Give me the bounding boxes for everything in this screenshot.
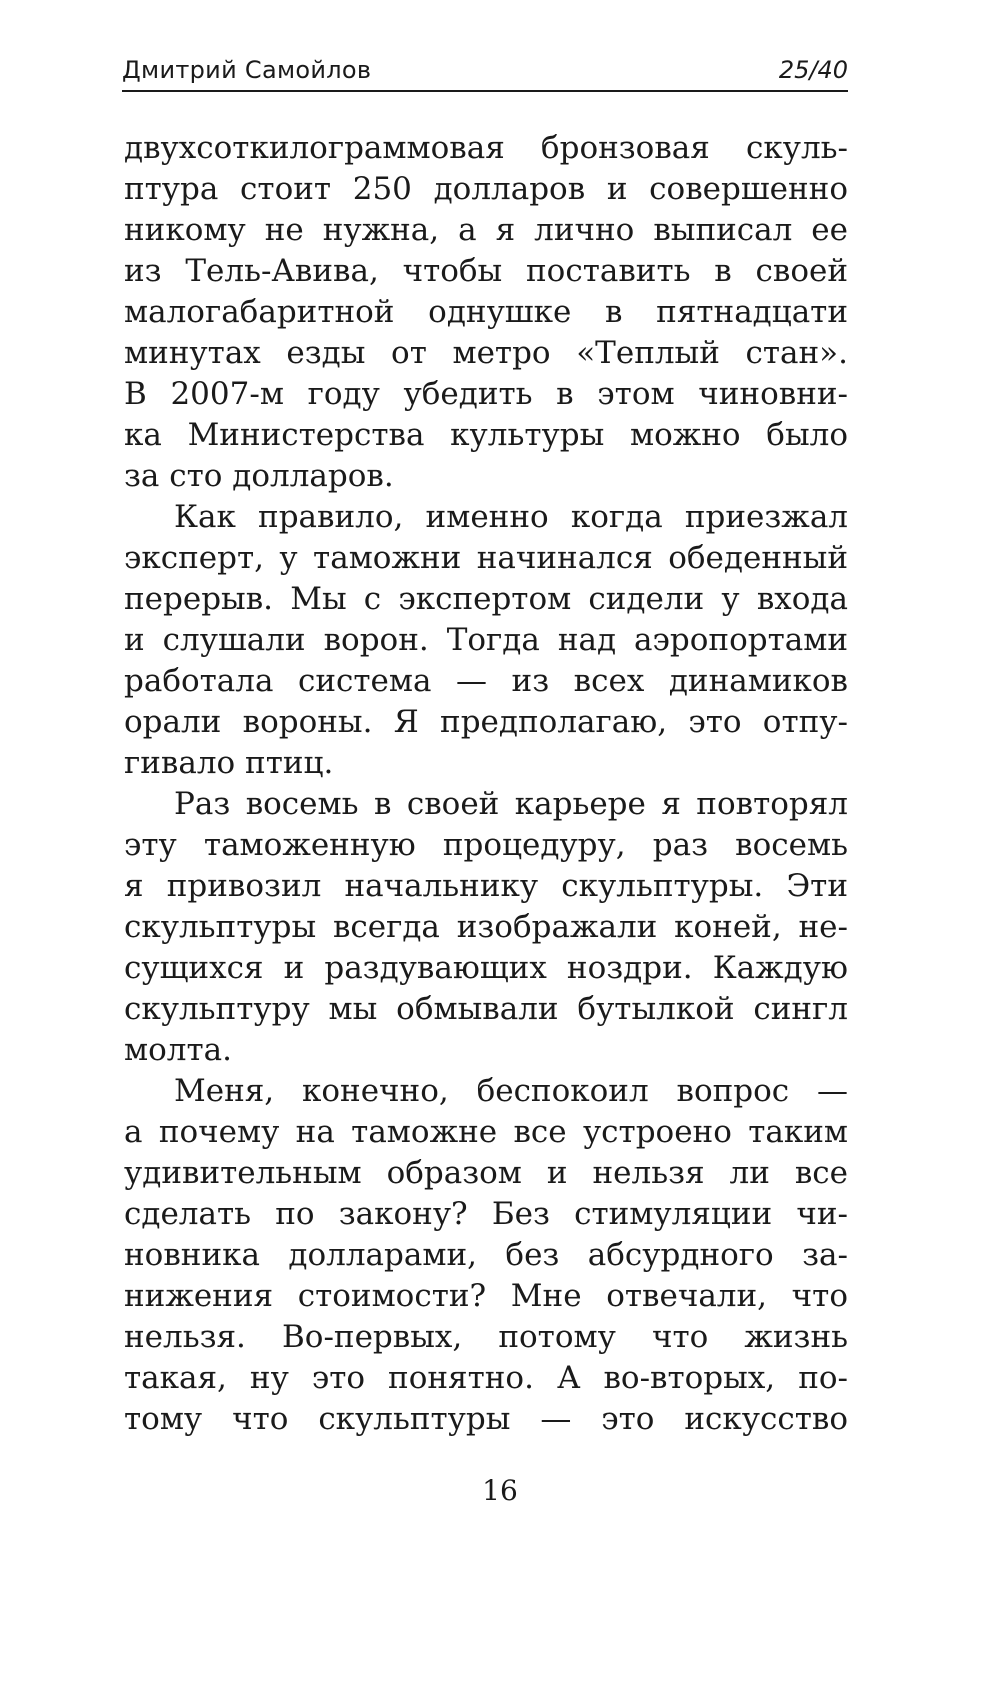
text-line: Меня, конечно, беспокоил вопрос — xyxy=(174,1073,848,1109)
text-line: тому что скульптуры — это искусство xyxy=(124,1401,848,1437)
text-line: орали вороны. Я предполагаю, это отпу- xyxy=(124,704,848,740)
text-line: из Тель-Авива, чтобы поставить в своей xyxy=(124,253,848,289)
text-line: работала система — из всех динамиков xyxy=(124,663,848,699)
text-line: нижения стоимости? Мне отвечали, что xyxy=(124,1278,848,1314)
text-line: скульптуры всегда изображали коней, не- xyxy=(124,909,848,945)
page-counter: 25/40 xyxy=(778,56,848,84)
text-line: никому не нужна, а я лично выписал ее xyxy=(124,212,848,248)
text-line: ка Министерства культуры можно было xyxy=(124,417,848,453)
text-line: эксперт, у таможни начинался обеденный xyxy=(124,540,848,576)
text-line: за сто долларов. xyxy=(124,458,394,494)
text-line: новника долларами, без абсурдного за- xyxy=(124,1237,848,1273)
author-name: Дмитрий Самойлов xyxy=(122,56,372,84)
text-line: малогабаритной однушке в пятнадцати xyxy=(124,294,848,330)
text-line: нельзя. Во-первых, потому что жизнь xyxy=(124,1319,848,1355)
text-line: гивало птиц. xyxy=(124,745,334,781)
text-line: и слушали ворон. Тогда над аэропортами xyxy=(124,622,848,658)
running-header xyxy=(122,50,848,92)
text-line: эту таможенную процедуру, раз восемь xyxy=(124,827,848,863)
body-text xyxy=(124,128,848,1440)
text-line: удивительным образом и нельзя ли все xyxy=(124,1155,848,1191)
text-line: птура стоит 250 долларов и совершенно xyxy=(124,171,848,207)
text-line: сущихся и раздувающих ноздри. Каждую xyxy=(124,950,848,986)
text-line: Раз восемь в своей карьере я повторял xyxy=(174,786,848,822)
text-line: молта. xyxy=(124,1032,232,1068)
text-line: В 2007-м году убедить в этом чиновни- xyxy=(124,376,848,412)
text-line: сделать по закону? Без стимуляции чи- xyxy=(124,1196,848,1232)
text-line: перерыв. Мы с экспертом сидели у входа xyxy=(124,581,848,617)
text-line: я привозил начальнику скульптуры. Эти xyxy=(124,868,848,904)
text-line: такая, ну это понятно. А во-вторых, по- xyxy=(124,1360,848,1396)
page-number: 16 xyxy=(482,1474,518,1507)
text-line: скульптуру мы обмывали бутылкой сингл xyxy=(124,991,848,1027)
text-line: Как правило, именно когда приезжал xyxy=(174,499,848,535)
text-line: двухсоткилограммовая бронзовая скуль- xyxy=(124,130,848,166)
text-line: минутах езды от метро «Теплый стан». xyxy=(124,335,848,371)
text-line: а почему на таможне все устроено таким xyxy=(124,1114,848,1150)
